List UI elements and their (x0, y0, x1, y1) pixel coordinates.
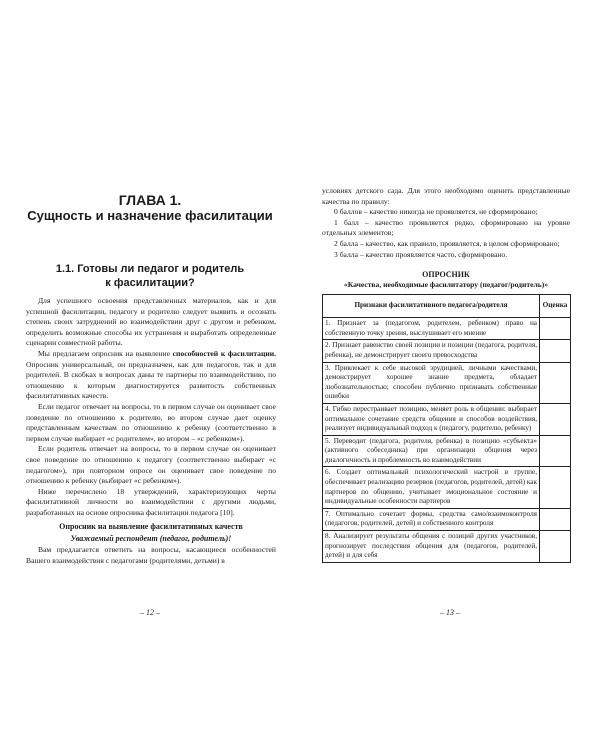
paragraph-4: Если родитель отвечает на вопросы, то в первом случае он оценивает свое поведение по отношению к педагогу (соответственно выбирает «с педагогом»), при повторном опросе он оценивает свое поведение по отношению к ребенку (выбирает «с ребенком»). (26, 444, 276, 486)
scale-item-1: 1 балл – качество проявляется редко, сформировано на уровне отдельных элементов; (322, 217, 570, 238)
row-text: 8. Анализирует результаты общения с позиций других участников, прогнозирует последствия общения для (педагогов, родителей, детей) и для себя (323, 531, 540, 563)
score-cell[interactable] (540, 362, 571, 403)
scale-item-3: 3 балла – качество проявляется часто, сформировано. (334, 249, 508, 259)
paragraph-2-start: Мы предлагаем опросник на выявление (38, 348, 173, 358)
row-text: 6. Создает оптимальный психологический настрой в группе, обеспечивает реализацию резервов (педагогов, родителей, детей) как партнеров по общению, учитывает эмоциональное состояние и индивидуальные особенности партнеров (323, 467, 540, 508)
table-row (323, 340, 571, 362)
scale-item-2: 2 балла – качество, как правило, проявляется, в целом сформировано; (334, 238, 560, 248)
score-cell[interactable] (540, 318, 571, 340)
paragraph-2-bold: способностей к фасилитации. (172, 348, 276, 358)
left-body-text (26, 296, 276, 567)
respondent-address: Уважаемый респондент (педагог, родитель)! (70, 534, 232, 544)
header-criteria: Признаки фасилитативного педагога/родителя (323, 295, 540, 318)
right-body-text (322, 186, 570, 563)
score-cell[interactable] (540, 340, 571, 362)
score-cell[interactable] (540, 435, 571, 467)
row-text: 3. Привлекает к себе высокой эрудицией, личными качествами, демонстрирует хорошее знание предмета, обладает любознательностью; способен публично признавать собственные ошибки (323, 362, 540, 403)
table-row (323, 403, 571, 435)
paragraph-2-rest: Опросник универсальный, он предназначен, как для педагогов, так и для родителей. В скобках в вопросах даны те партнеры по взаимодействию, по отношению к которым диагностируется развитость собственных фасилитативных качеств. (26, 359, 276, 401)
table-row (323, 467, 571, 508)
row-text: 7. Оптимально сочетает формы, средства само/взаимоконтроля (педагогов, родителей, детей) и собственного контроля (323, 508, 540, 530)
questionnaire-table (322, 294, 571, 563)
score-cell[interactable] (540, 467, 571, 508)
page-number-left: – 12 – (140, 608, 160, 617)
header-score: Оценка (540, 295, 571, 318)
paragraph-1: Для успешного освоения представленных материалов, как и для успешной фасилитации, педагогу и родителю следует выявить и осознать степень своих затруднений во взаимодействии друг с другом и ребенком, определить возможные способы их устранения и выработать определенные сценарии совместной работы. (26, 296, 276, 348)
paragraph-3: Если педагог отвечает на вопросы, то в первом случае он оценивает свое поведение по отношению к родителю, во втором случае дает оценку представленным качествам по отношению к ребенку (соответственно в первом случае выбирает «с родителем», во втором – «с ребенком»). (26, 401, 276, 443)
row-text: 2. Признает равенство своей позиции и позиции (педагога, родителя, ребенка), не демонстрирует своего превосходства (323, 340, 540, 362)
paragraph-5: Ниже перечислено 18 утверждений, характеризующих черты фасилитативной личности во взаимодействии с другими людьми, разработанных на основе опросника фасилитации педагога [10]. (26, 486, 276, 517)
table-row (323, 531, 571, 563)
row-text: 1. Признает за (педагогом, родителем, ребенком) право на собственную точку зрения, выслушивает его мнение (323, 318, 540, 340)
section-title-line-1: 1.1. Готовы ли педагог и родитель (55, 263, 245, 275)
row-text: 5. Переводит (педагога, родителя, ребенка) в позицию «субъекта» (активного собеседника) при организации общения через диалогичность и проблемность во взаимодействии (323, 435, 540, 467)
table-row (323, 435, 571, 467)
chapter-label: ГЛАВА 1. (118, 192, 182, 208)
chapter-title: Сущность и назначение фасилитации (27, 208, 273, 223)
rating-intro: условиях детского сада. Для этого необходимо оценить представленные качества по правилу: (322, 186, 570, 206)
paragraph-6: Вам предлагается ответить на вопросы, касающиеся особенностей Вашего взаимодействия с педагогами (родителями, детьми) в (26, 545, 276, 566)
score-cell[interactable] (540, 508, 571, 530)
table-row (323, 508, 571, 530)
table-header-row (323, 295, 571, 318)
questionnaire-subtitle: «Качества, необходимые фасилитатору (педагог/родитель)» (343, 280, 549, 290)
scale-item-0: 0 баллов – качество никогда не проявляется, не сформировано; (334, 207, 538, 217)
paragraph-2 (26, 349, 276, 402)
row-text: 4. Гибко перестраивает позицию, меняет роль в общении: выбирает оптимальное сочетание средств общения и способов воздействия, реализует индивидуальный подход к (педагогу, родителю, ребенку) (323, 403, 540, 435)
page-number-right: – 13 – (440, 608, 460, 617)
score-cell[interactable] (540, 403, 571, 435)
table-row (323, 318, 571, 340)
questionnaire-title: ОПРОСНИК (422, 270, 470, 280)
table-row (323, 362, 571, 403)
score-cell[interactable] (540, 531, 571, 563)
section-title-line-2: к фасилитации? (105, 277, 195, 289)
questionnaire-subheading: Опросник на выявление фасилитативных качеств (59, 522, 243, 532)
